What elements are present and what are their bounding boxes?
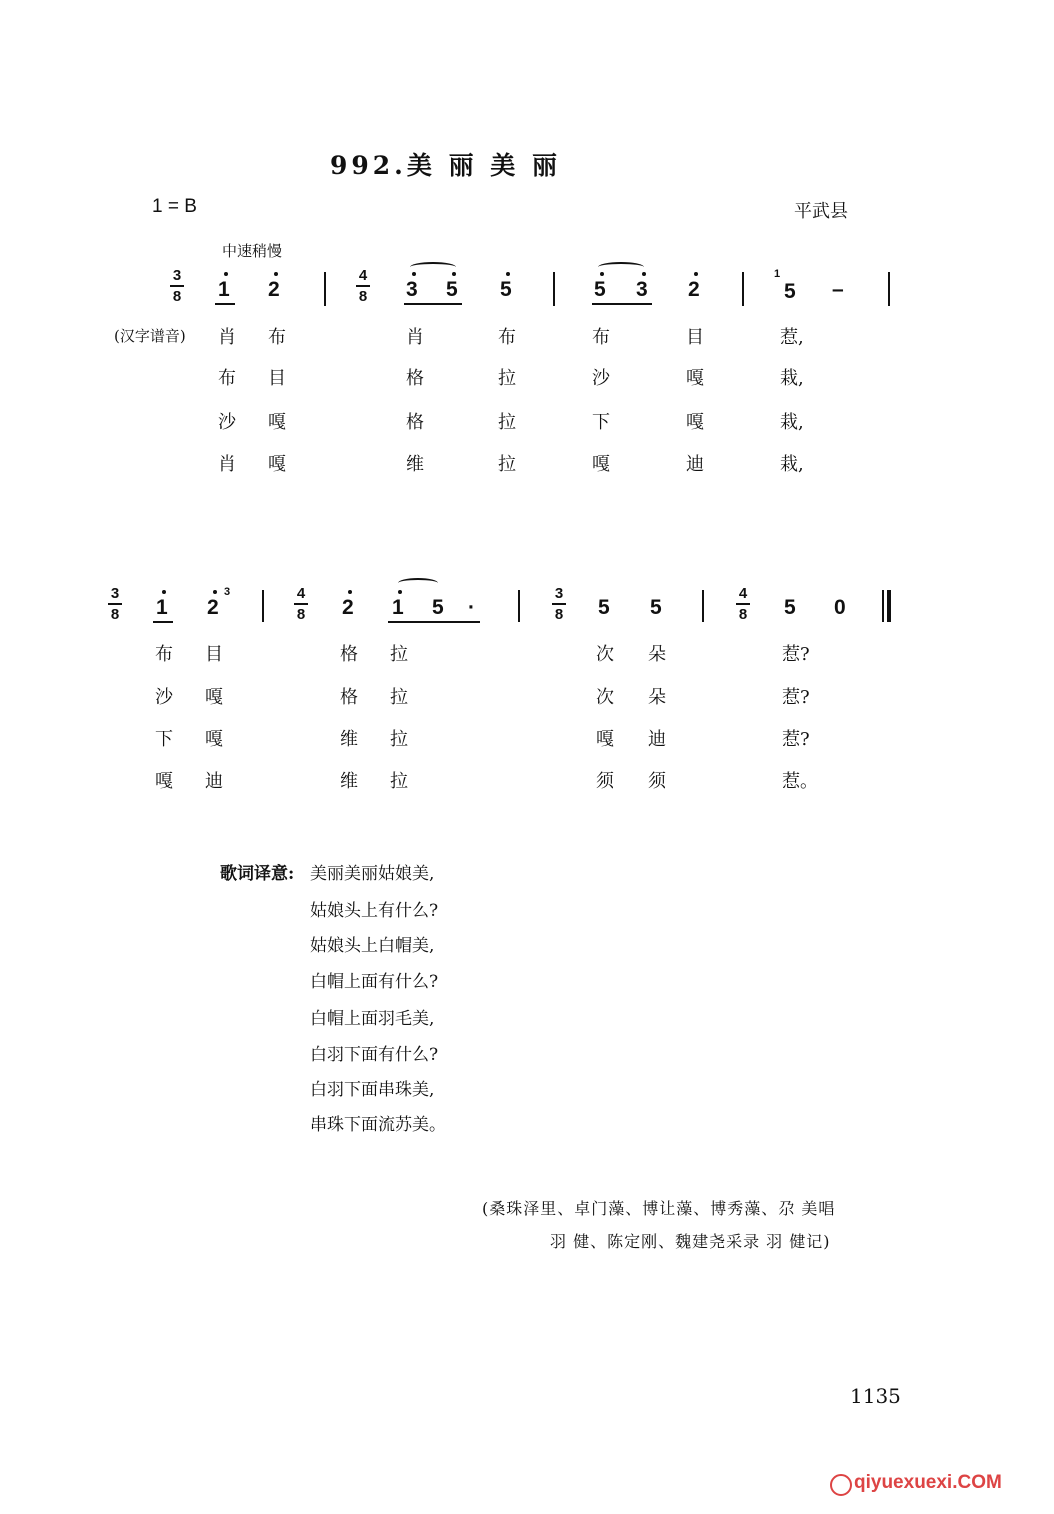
barline <box>888 272 890 306</box>
slur <box>410 262 456 272</box>
lyric: 惹? <box>782 687 810 708</box>
translation-line: 姑娘头上有什么? <box>310 901 439 921</box>
note: 3 <box>406 278 418 301</box>
tempo-marking: 中速稍慢 <box>222 242 283 260</box>
lyric: 惹。 <box>782 771 818 792</box>
time-signature: 3 8 <box>108 586 122 622</box>
lyric: 下 <box>155 729 173 750</box>
note: 5 <box>598 596 610 619</box>
translation-line: 白帽上面有什么? <box>310 972 439 992</box>
lyric: 迪 <box>205 771 223 792</box>
lyric: 嘎 <box>686 412 704 433</box>
barline <box>262 590 264 622</box>
note: 1 <box>392 596 404 619</box>
lyric: 迪 <box>648 729 666 750</box>
lyric: 嘎 <box>205 729 223 750</box>
lyric: 格 <box>340 687 358 708</box>
note: 1 <box>156 596 168 619</box>
note: 5 <box>784 596 796 619</box>
lyric: 肖 <box>218 327 236 348</box>
lyric: 沙 <box>592 368 610 389</box>
lyric: 肖 <box>218 454 236 475</box>
barline <box>324 272 326 306</box>
translation-line: 串珠下面流苏美。 <box>310 1115 446 1135</box>
final-barline <box>887 590 891 622</box>
dotted-note: · <box>468 596 475 619</box>
lyric: 朵 <box>648 644 666 665</box>
credits-recorders: 羽 健、陈定刚、魏建尧采录 羽 健记) <box>550 1232 831 1251</box>
lyric: 沙 <box>155 687 173 708</box>
lyric: 栽, <box>780 454 804 475</box>
time-signature: 4 8 <box>356 268 370 304</box>
barline <box>553 272 555 306</box>
barline <box>742 272 744 306</box>
lyric: 维 <box>340 729 358 750</box>
translation-line: 白羽下面串珠美, <box>310 1080 435 1100</box>
lyric: 拉 <box>390 687 408 708</box>
lyric: 目 <box>268 368 286 389</box>
lyric: 嘎 <box>596 729 614 750</box>
lyric: 目 <box>686 327 704 348</box>
note: 5 <box>500 278 512 301</box>
lyric: 布 <box>498 327 516 348</box>
song-title: 992.美 丽 美 丽 <box>330 151 561 180</box>
translation-label: 歌词译意: <box>220 864 295 884</box>
slur <box>398 578 438 588</box>
lyric: 拉 <box>498 454 516 475</box>
translation-line: 姑娘头上白帽美, <box>310 936 435 956</box>
note: 5 <box>650 596 662 619</box>
key-signature: 1 = B <box>152 196 197 217</box>
lyric: 布 <box>592 327 610 348</box>
watermark-logo-icon <box>830 1474 852 1496</box>
lyric: 拉 <box>390 729 408 750</box>
lyric: 栽, <box>780 412 804 433</box>
lyric: 布 <box>155 644 173 665</box>
lyric: 朵 <box>648 687 666 708</box>
lyric: 拉 <box>390 771 408 792</box>
time-signature: 3 8 <box>552 586 566 622</box>
lyric: 嘎 <box>592 454 610 475</box>
slur <box>598 262 644 272</box>
note: 1 <box>218 278 230 301</box>
lyric: 布 <box>218 368 236 389</box>
grace-note: 1 <box>774 268 781 280</box>
lyric: 次 <box>596 644 614 665</box>
note: 2 <box>268 278 280 301</box>
lyric: 嘎 <box>155 771 173 792</box>
time-signature: 4 8 <box>736 586 750 622</box>
time-signature: 3 8 <box>170 268 184 304</box>
place-of-origin: 平武县 <box>794 201 848 222</box>
note: 3 <box>636 278 648 301</box>
lyric: 栽, <box>780 368 804 389</box>
grace-note: 3 <box>224 586 231 598</box>
note: 5 <box>446 278 458 301</box>
page-number: 1135 <box>850 1384 901 1408</box>
note: 2 <box>342 596 354 619</box>
lyric: 肖 <box>406 327 424 348</box>
rest: 0 <box>834 596 846 619</box>
watermark-text: qiyuexuexi.COM <box>854 1472 1002 1493</box>
credits-performers: (桑珠泽里、卓门藻、博让藻、博秀藻、尕 美唱 <box>482 1199 836 1218</box>
translation-line: 白帽上面羽毛美, <box>310 1009 435 1029</box>
lyric: 嘎 <box>268 412 286 433</box>
verse-label: (汉字谱音) <box>114 327 186 345</box>
translation-line: 白羽下面有什么? <box>310 1045 439 1065</box>
lyric: 布 <box>268 327 286 348</box>
note: – <box>832 278 844 301</box>
lyric: 惹? <box>782 729 810 750</box>
lyric: 格 <box>406 368 424 389</box>
lyric: 嘎 <box>686 368 704 389</box>
lyric: 格 <box>340 644 358 665</box>
barline <box>702 590 704 622</box>
lyric: 嘎 <box>268 454 286 475</box>
note: 5 <box>594 278 606 301</box>
lyric: 嘎 <box>205 687 223 708</box>
lyric: 迪 <box>686 454 704 475</box>
note: 2 <box>688 278 700 301</box>
note: 2 <box>207 596 219 619</box>
lyric: 下 <box>592 412 610 433</box>
lyric: 维 <box>406 454 424 475</box>
lyric: 拉 <box>390 644 408 665</box>
lyric: 维 <box>340 771 358 792</box>
lyric: 格 <box>406 412 424 433</box>
barline <box>518 590 520 622</box>
lyric: 须 <box>596 771 614 792</box>
lyric: 惹, <box>780 327 804 348</box>
lyric: 拉 <box>498 412 516 433</box>
translation-line: 美丽美丽姑娘美, <box>310 864 435 884</box>
lyric: 次 <box>596 687 614 708</box>
lyric: 目 <box>205 644 223 665</box>
note: 5 <box>432 596 444 619</box>
lyric: 须 <box>648 771 666 792</box>
lyric: 拉 <box>498 368 516 389</box>
time-signature: 4 8 <box>294 586 308 622</box>
lyric: 惹? <box>782 644 810 665</box>
note: 5 <box>784 280 796 303</box>
lyric: 沙 <box>218 412 236 433</box>
final-barline <box>882 590 884 622</box>
